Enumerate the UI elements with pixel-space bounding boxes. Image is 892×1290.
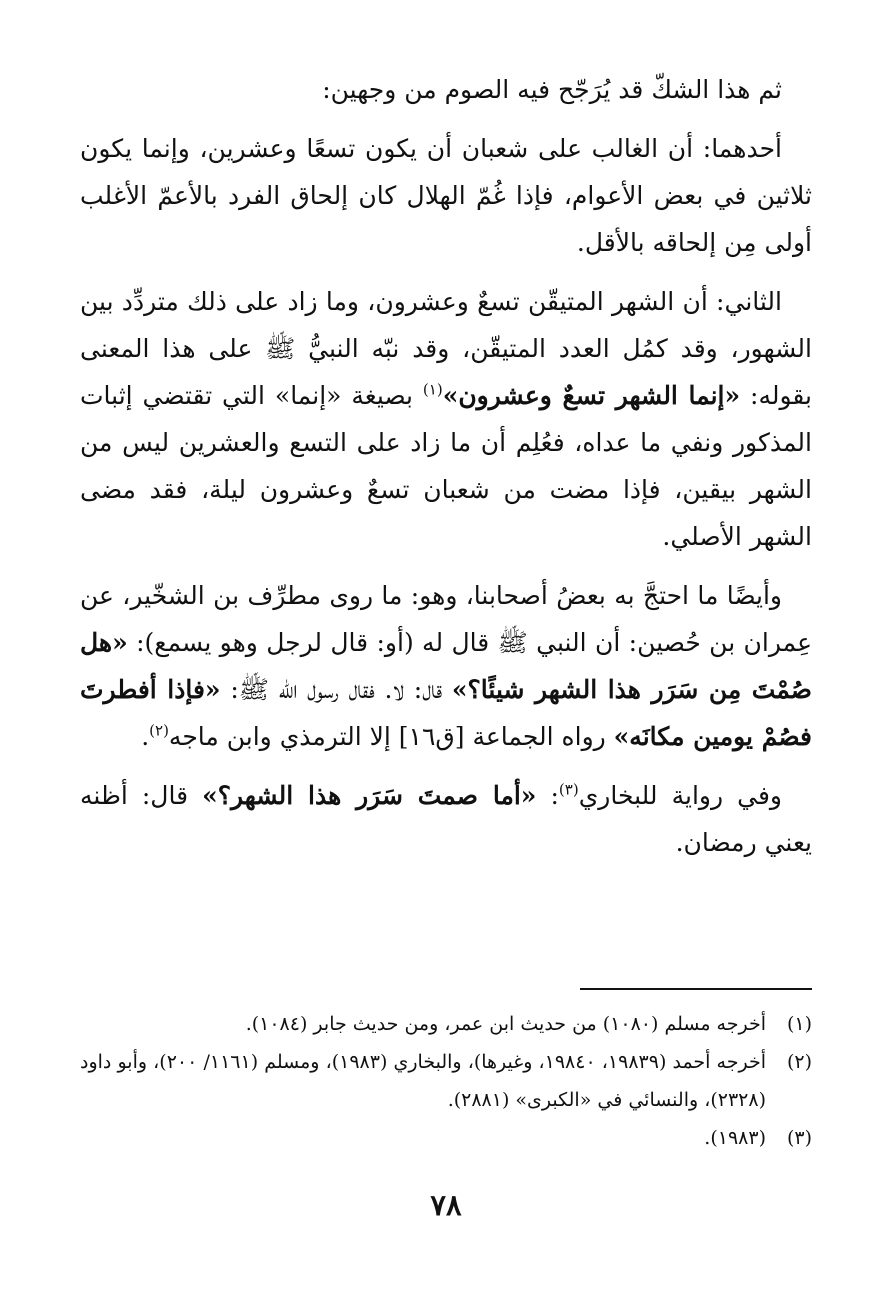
footnote-2-number: (٢) [786, 1051, 813, 1073]
paragraph-4-text-a: وأيضًا ما احتجَّ به بعضُ أصحابنا، وهو: ما روى مطرِّف بن الشخّير، عن عِمران بن حُصين: أن النبي ﷺ قال له (أو: قال لرجل وهو يسمع): [80, 581, 812, 657]
paragraph-3 [80, 278, 812, 560]
footnote-1 [80, 1005, 812, 1043]
paragraph-2 [80, 125, 812, 266]
paragraph-5-text-a: وفي رواية للبخاري [578, 781, 783, 810]
footnotes [80, 1005, 812, 1157]
paragraph-2-text: أحدهما: أن الغالب على شعبان أن يكون تسعًا وعشرين، وإنما يكون ثلاثين في بعض الأعوام، فإذا غُمّ الهلال كان إلحاق الفرد بالأعمّ الأغلب أولى مِن إلحاقه بالأقل. [80, 134, 812, 257]
paragraph-1-text: ثم هذا الشكّ قد يُرَجّح فيه الصوم من وجهين: [322, 75, 782, 104]
hadith-quote-3: «فإذا أفطرتَ فصُمْ يومين مكانَه» [80, 675, 812, 751]
main-text [80, 66, 812, 866]
footnote-3-number: (٣) [786, 1127, 812, 1149]
footnote-1-number: (١) [786, 1013, 812, 1035]
paragraph-3-text-d: بصيغة «إنما» التي تقتضي إثبات المذكور ونفي ما عداه، فعُلِم أن ما زاد على التسع والعشرين ليس من الشهر بيقين، فإذا مضت من شعبان تسعٌ وعشرون ليلة، فقد مضى الشهر الأصلي. [80, 381, 812, 551]
paragraph-4-text-c: قال: لا. فقال رسول الله ﷺ: [220, 675, 452, 704]
hadith-quote-1: «إنما الشهر تسعٌ وعشرون» [442, 381, 741, 410]
paragraph-4-text-e: رواه الجماعة [ق١٦] إلا الترمذي وابن ماجه [168, 722, 614, 751]
paragraph-4-text-g: . [141, 722, 150, 751]
footnote-2-text: أخرجه أحمد (١٩٨٣٩، ١٩٨٤٠، وغيرها)، والبخاري (١٩٨٣)، ومسلم (١١٦١/ ٢٠٠)، وأبو داود (٢٣٢٨)، والنسائي في «الكبرى» (٢٨٨١). [80, 1051, 767, 1111]
paragraph-1 [80, 66, 812, 113]
hadith-quote-2: «هل صُمْتَ مِن سَرَر هذا الشهر شيئًا؟» [80, 628, 812, 704]
footnote-3-text: (١٩٨٣). [704, 1127, 766, 1149]
paragraph-4 [80, 572, 812, 760]
paragraph-5-text-c: : [536, 781, 559, 810]
page-number: ٧٨ [430, 1188, 462, 1222]
footnote-2 [80, 1043, 812, 1119]
paragraph-5-text-e: قال: أظنه يعني رمضان. [80, 781, 812, 857]
paragraph-3-text-a: الثاني: أن الشهر المتيقّن تسعٌ وعشرون، وما زاد على ذلك متردِّد بين الشهور، وقد كمُل العدد المتيقّن، وقد نبّه النبيُّ ﷺ على هذا المعنى بقوله: [80, 287, 812, 410]
footnote-ref-1: (١) [422, 380, 443, 399]
footnote-3 [80, 1119, 812, 1157]
footnote-1-text: أخرجه مسلم (١٠٨٠) من حديث ابن عمر، ومن حديث جابر (١٠٨٤). [245, 1013, 766, 1035]
hadith-quote-4: «أما صمتَ سَرَر هذا الشهر؟» [202, 781, 537, 810]
footnote-divider [580, 988, 812, 990]
footnote-ref-3: (٣) [558, 780, 579, 799]
paragraph-5 [80, 772, 812, 866]
footnote-ref-2: (٢) [149, 721, 169, 740]
